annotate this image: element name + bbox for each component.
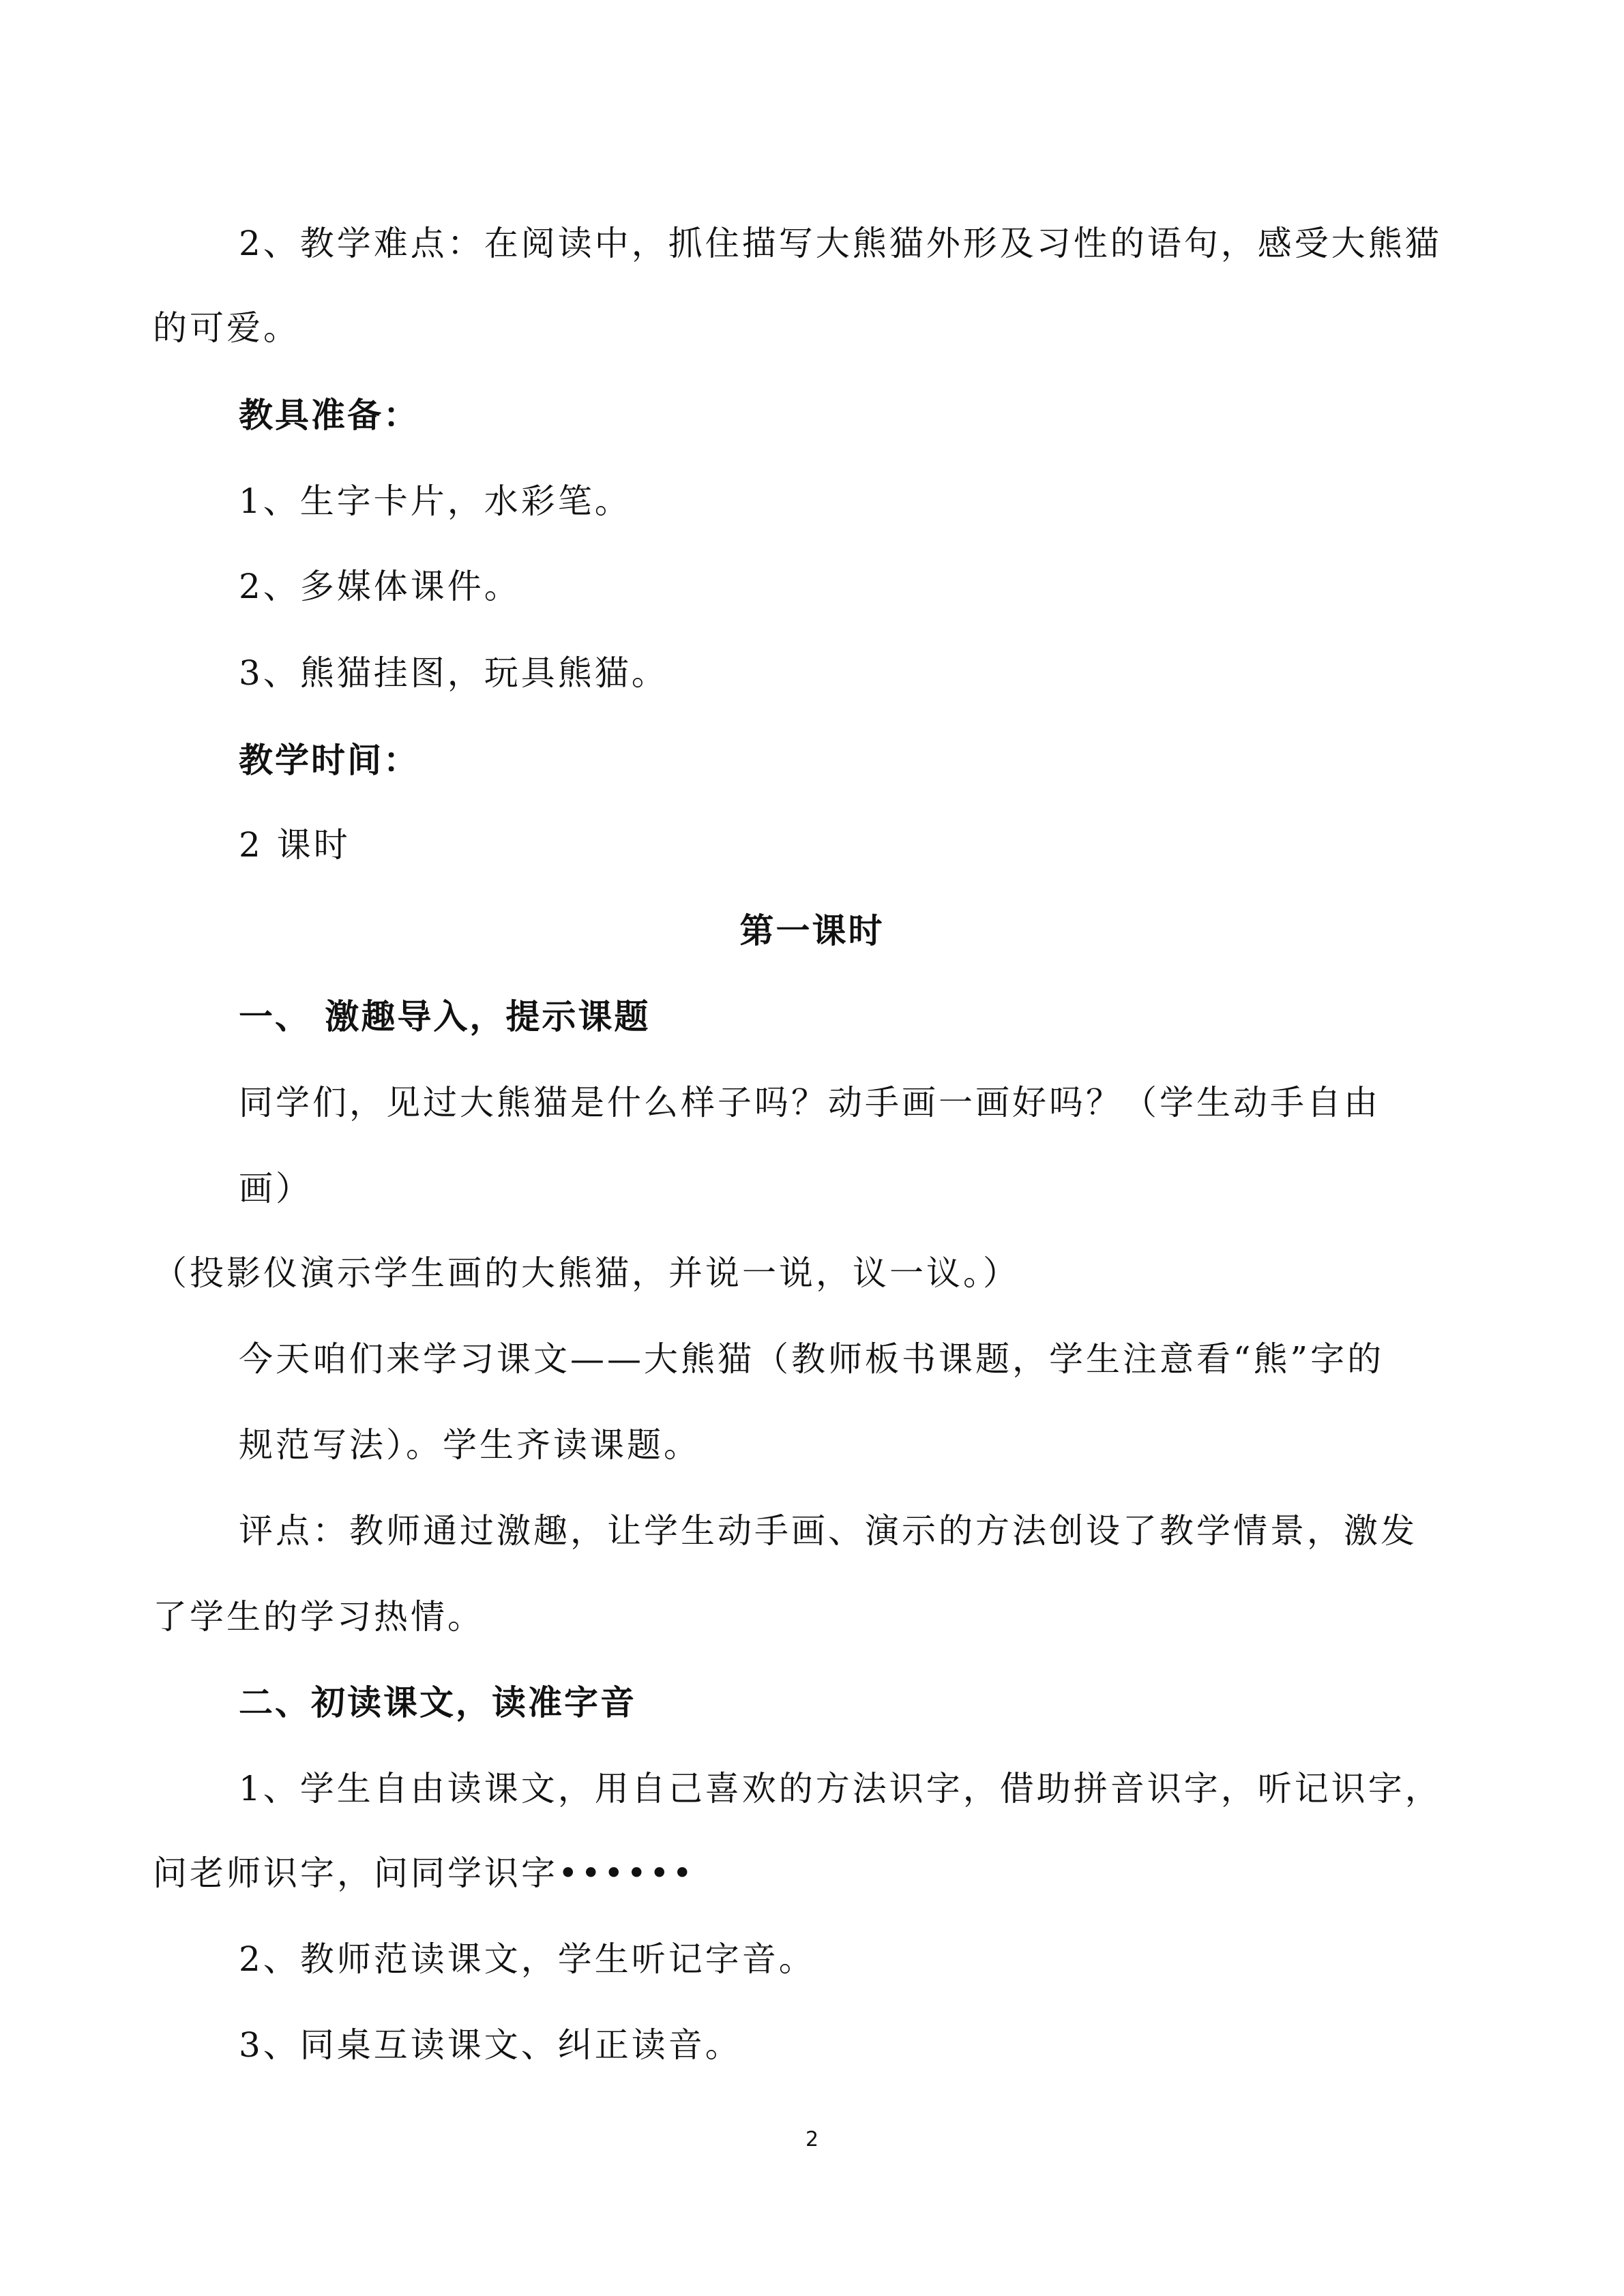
section-two-heading: 二、初读课文，读准字音 [239,1683,636,1723]
difficulty-line-1: 2、教学难点：在阅读中，抓住描写大熊猫外形及习性的语句，感受大熊猫 [239,224,1442,263]
intro-line-1: 同学们，见过大熊猫是什么样子吗？动手画一画好吗？（学生动手自由 [239,1083,1381,1122]
lesson-intro-line-1: 今天咱们来学习课文——大熊猫（教师板书课题，学生注意看“熊”字的 [239,1339,1385,1379]
step-three: 3、同桌互读课文、纠正读音。 [239,2025,742,2065]
step-one-line-2: 问老师识字，问同学识字•••••• [153,1853,695,1893]
teaching-aid-item-3: 3、熊猫挂图，玩具熊猫。 [239,653,668,693]
teaching-aids-heading: 教具准备： [239,396,419,435]
teaching-aid-item-2: 2、多媒体课件。 [239,567,521,606]
page-number: 2 [805,2128,819,2151]
lesson-intro-line-2: 规范写法）。学生齐读课题。 [239,1425,700,1465]
projector-note: （投影仪演示学生画的大熊猫，并说一说，议一议。） [153,1253,1020,1293]
teaching-aid-item-1: 1、生字卡片，水彩笔。 [239,481,632,521]
teaching-time-value: 2 课时 [239,825,351,865]
step-one-line-1: 1、学生自由读课文，用自己喜欢的方法识字，借助拼音识字，听记识字， [239,1769,1442,1808]
step-two: 2、教师范读课文，学生听记字音。 [239,1939,816,1979]
comment-line-1: 评点：教师通过激趣，让学生动手画、演示的方法创设了教学情景，激发 [239,1511,1417,1551]
intro-line-2: 画） [239,1169,312,1208]
section-one-heading: 一、 激趣导入，提示课题 [239,997,651,1037]
lesson-title: 第一课时 [739,911,885,951]
comment-line-2: 了学生的学习热情。 [153,1597,484,1637]
difficulty-line-2: 的可爱。 [153,308,300,348]
teaching-time-heading: 教学时间： [239,741,419,780]
